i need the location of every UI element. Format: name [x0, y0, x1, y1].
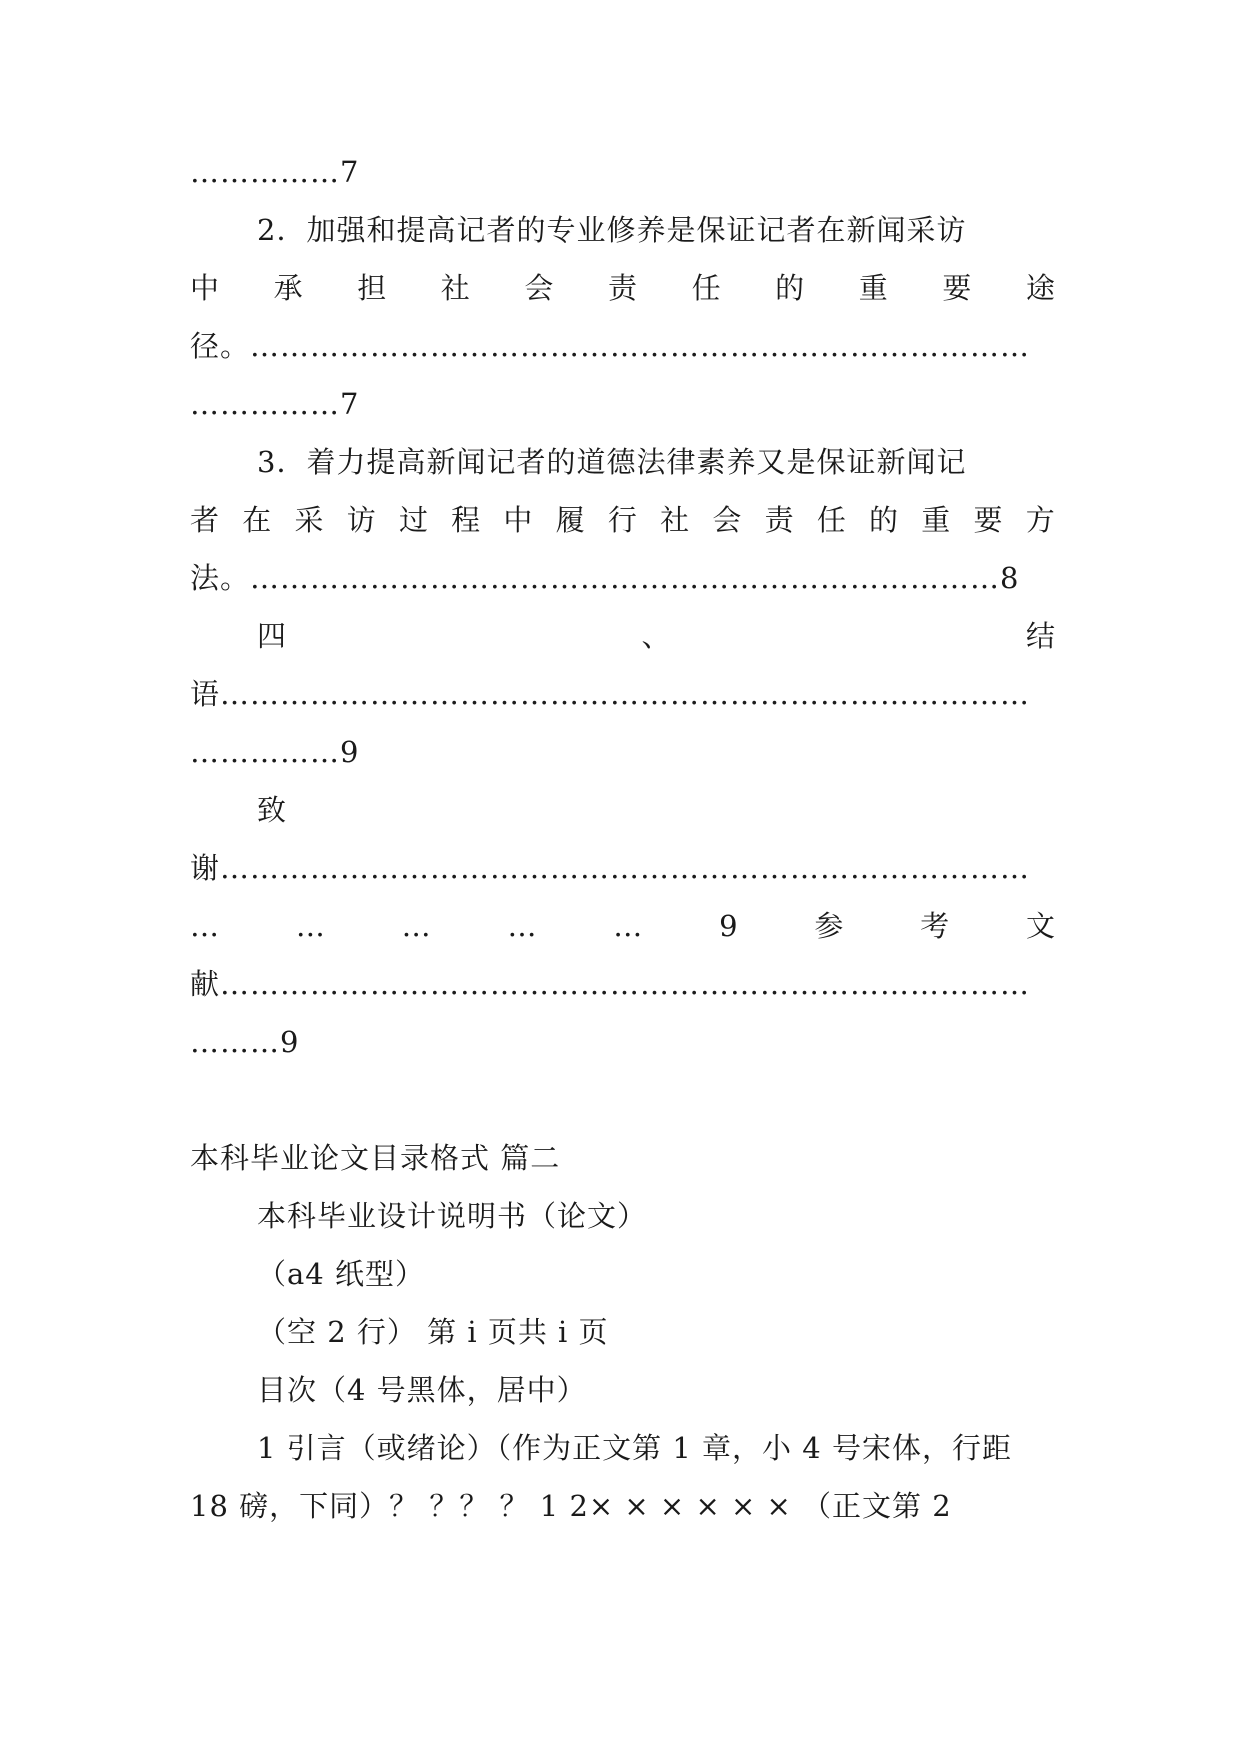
toc-char: … — [613, 909, 644, 943]
toc-char: 要 — [973, 503, 1004, 537]
toc-line-10: 语……………………………………………………………………… — [190, 677, 1031, 711]
toc-char: 会 — [524, 271, 555, 305]
toc-char: 途 — [1025, 271, 1056, 305]
toc-char: 者 — [190, 503, 221, 537]
toc-char: 考 — [920, 909, 951, 943]
toc-line-11: ……………9 — [190, 735, 360, 769]
toc-char: 采 — [294, 503, 325, 537]
toc-char: 结 — [1025, 619, 1056, 653]
toc-char: 方 — [1025, 503, 1056, 537]
toc-line-6: 3．着力提高新闻记者的道德法律素养又是保证新闻记 — [257, 445, 967, 479]
toc-line-5: ……………7 — [190, 387, 360, 421]
toc-char: 的 — [869, 503, 900, 537]
toc-char: 的 — [775, 271, 806, 305]
toc-char: 参 — [814, 909, 845, 943]
toc-char: 会 — [712, 503, 743, 537]
toc-char: 中 — [503, 503, 534, 537]
toc-char: 重 — [858, 271, 889, 305]
toc-char: 担 — [357, 271, 388, 305]
body-line-3: （空 2 行） 第 i 页共 i 页 — [257, 1315, 609, 1349]
body-line-4: 目次（4 号黑体，居中） — [257, 1373, 587, 1407]
toc-line-14 — [190, 906, 1056, 946]
toc-char: 履 — [555, 503, 586, 537]
toc-line-16: ………9 — [190, 1025, 300, 1059]
body-line-5: 1 引言（或绪论）（作为正文第 1 章，小 4 号宋体，行距 — [257, 1431, 1012, 1465]
toc-char: 四 — [257, 619, 288, 653]
toc-char: … — [295, 909, 326, 943]
body-line-6: 18 磅，下同）？ ？？ ？ 1 2× × × × × × （正文第 2 — [190, 1489, 952, 1523]
toc-char: 承 — [273, 271, 304, 305]
toc-line-2: 2．加强和提高记者的专业修养是保证记者在新闻采访 — [257, 213, 967, 247]
toc-char: 程 — [451, 503, 482, 537]
toc-line-4: 径。…………………………………………………………………… — [190, 329, 1031, 363]
toc-line-12: 致 — [257, 793, 288, 827]
toc-char: 行 — [607, 503, 638, 537]
toc-char: 社 — [660, 503, 691, 537]
toc-char: 在 — [242, 503, 273, 537]
section-heading: 本科毕业论文目录格式 篇二 — [190, 1141, 561, 1175]
toc-char: 9 — [719, 909, 739, 943]
body-line-1: 本科毕业设计说明书（论文） — [257, 1199, 648, 1233]
toc-char: 社 — [440, 271, 471, 305]
toc-char: … — [401, 909, 432, 943]
toc-char: 文 — [1025, 909, 1056, 943]
toc-char: … — [507, 909, 538, 943]
toc-line-7 — [190, 500, 1056, 540]
toc-char: 中 — [190, 271, 221, 305]
toc-char: 任 — [816, 503, 847, 537]
toc-line-13: 谢……………………………………………………………………… — [190, 851, 1031, 885]
toc-char: 责 — [607, 271, 638, 305]
toc-char: 过 — [398, 503, 429, 537]
toc-char: 、 — [641, 619, 672, 653]
toc-char: 要 — [942, 271, 973, 305]
toc-line-1: ……………7 — [190, 155, 360, 189]
toc-char: 任 — [691, 271, 722, 305]
toc-line-3 — [190, 268, 1056, 308]
toc-line-15: 献……………………………………………………………………… — [190, 967, 1031, 1001]
toc-char: … — [190, 909, 220, 943]
body-line-2: （a4 纸型） — [257, 1257, 425, 1291]
toc-char: 访 — [346, 503, 377, 537]
toc-char: 责 — [764, 503, 795, 537]
toc-line-8: 法。…………………………………………………………………8 — [190, 561, 1020, 595]
toc-line-9 — [257, 616, 1056, 656]
toc-char: 重 — [921, 503, 952, 537]
